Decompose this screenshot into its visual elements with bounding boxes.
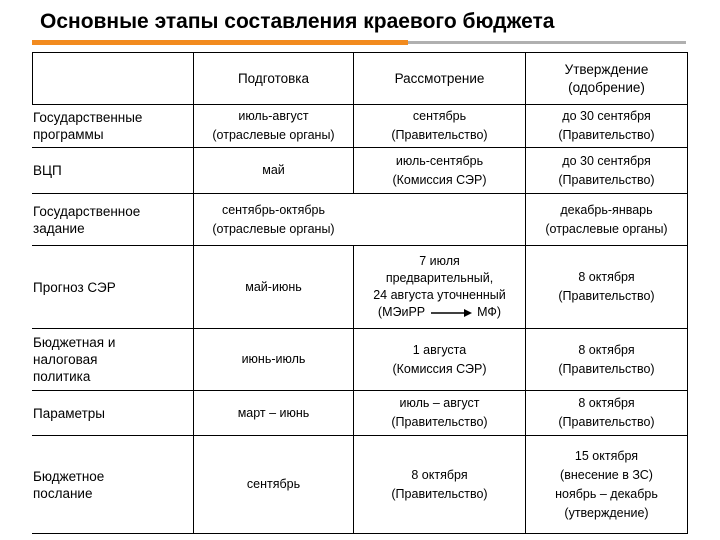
transfer-line: (МЭиРР МФ): [377, 305, 502, 319]
row-label-state-assignment: Государственное задание: [33, 203, 141, 236]
cell-r4-preparation: май-июнь: [245, 279, 302, 294]
cell-r1-preparation: июль-август (отраслевые органы): [212, 109, 335, 142]
cell-r1-review: сентябрь (Правительство): [391, 109, 488, 142]
cell-r7-approval: 15 октября (внесение в ЗС) ноябрь – декабрь (утверждение): [555, 448, 658, 520]
cell-r2-review: июль-сентябрь (Комиссия СЭР): [392, 153, 487, 187]
cell-r3-preparation: сентябрь-октябрь (отраслевые органы): [212, 202, 335, 236]
cell-r5-preparation: июнь-июль: [241, 352, 306, 366]
row-label-budget-tax-policy: Бюджетная и налоговая политика: [33, 335, 116, 384]
row-label-state-programs: Государственные программы: [33, 110, 143, 142]
cell-r7-review: 8 октября (Правительство): [391, 467, 488, 501]
cell-r5-review: 1 августа (Комиссия СЭР): [392, 342, 487, 376]
cell-r1-approval: до 30 сентября (Правительство): [558, 109, 655, 142]
cell-r6-review: июль – август (Правительство): [391, 396, 488, 429]
column-header-review: Рассмотрение: [394, 70, 485, 86]
cell-r6-preparation: март – июнь: [237, 405, 310, 420]
table-border-right: [687, 52, 688, 533]
row-label-budget-message: Бюджетное послание: [33, 468, 105, 501]
cell-r3-approval: декабрь-январь (отраслевые органы): [545, 202, 668, 236]
page-title: Основные этапы составления краевого бюджета: [40, 10, 555, 33]
column-header-approval: Утверждение (одобрение): [564, 61, 649, 95]
cell-r2-approval: до 30 сентября (Правительство): [558, 153, 655, 187]
row-label-vcp: ВЦП: [33, 163, 62, 178]
cell-r7-preparation: сентябрь: [246, 477, 301, 491]
right-arrow-icon: [429, 308, 473, 318]
column-header-preparation: Подготовка: [237, 70, 310, 86]
cell-r4-review: 7 июля предварительный, 24 августа уточненный (МЭиРР МФ): [373, 254, 506, 319]
table-border-left: [32, 52, 33, 104]
cell-r5-approval: 8 октября (Правительство): [558, 342, 655, 376]
table-border-bottom: [32, 533, 688, 534]
cell-r4-approval: 8 октября (Правительство): [558, 270, 655, 303]
cell-r2-preparation: май: [262, 163, 285, 177]
cell-r6-approval: 8 октября (Правительство): [558, 396, 655, 429]
row-label-ser-forecast: Прогноз СЭР: [33, 279, 116, 295]
row-label-parameters: Параметры: [33, 405, 105, 421]
